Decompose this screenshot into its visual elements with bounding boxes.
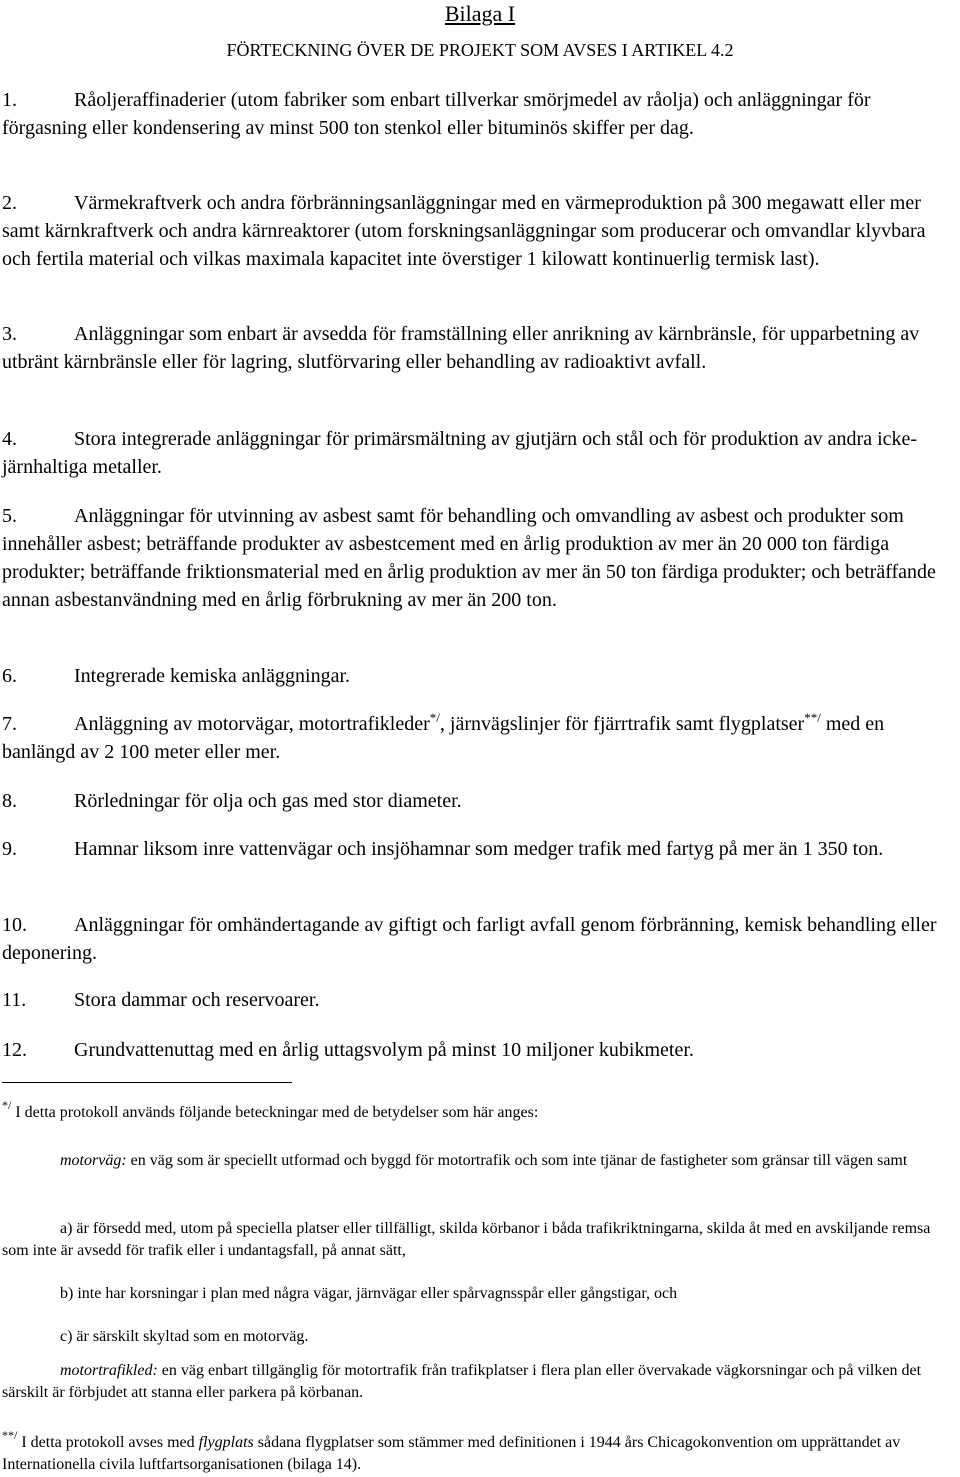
annex-title: Bilaga I (444, 1, 516, 26)
item-text: Rörledningar för olja och gas med stor diameter. (74, 790, 462, 812)
footnote-mark: **/ (2, 1428, 18, 1442)
footnote-text: I detta protokoll används följande beteckningar med de betydelser som här anges: (11, 1104, 539, 1121)
list-item (2, 835, 958, 863)
list-item (2, 911, 958, 967)
item-number: 5. (2, 505, 17, 527)
definition-text: en väg enbart tillgänglig för motortrafik från trafikplatser i flera plan eller övervakade vägkorsningar och på vilken det särskilt är förbjudet att stanna eller parkera på körbanan. (2, 1362, 922, 1401)
item-text: Stora dammar och reservoarer. (74, 989, 320, 1011)
definition-clause-a (2, 1218, 952, 1262)
footnote-ref: **/ (804, 710, 821, 725)
footnote-mark: */ (2, 1098, 12, 1112)
item-number: 4. (2, 428, 17, 450)
definition-clause-b (2, 1283, 952, 1305)
list-item (2, 86, 958, 142)
clause-text: c) är särskilt skyltad som en motorväg. (60, 1328, 309, 1345)
definition-motortrafikled (2, 1360, 952, 1404)
item-text-part: , järnvägslinjer för fjärrtrafik samt flygplatser (439, 713, 805, 735)
footnote-2 (2, 1428, 952, 1476)
item-text: Råoljeraffinaderier (utom fabriker som enbart tillverkar smörjmedel av råolja) och anläggningar för förgasning eller kondensering av minst 500 ton stenkol eller bituminös skiffer per dag. (2, 89, 871, 139)
list-item (2, 662, 958, 690)
item-number: 2. (2, 192, 17, 214)
item-number: 6. (2, 665, 17, 687)
list-item (2, 502, 958, 614)
definition-clause-c (2, 1326, 952, 1348)
list-item (2, 710, 958, 766)
item-text: Anläggningar för utvinning av asbest samt för behandling och omvandling av asbest och produkter som innehåller asbest; beträffande produkter av asbestcement med en årlig produktion av mer än 20 000 ton färdiga produkter; beträffande friktionsmaterial med en årlig produktion av mer än 50 ton färdiga produkter; och beträffande annan asbestanvändning med en årlig förbrukning av mer än 200 ton. (2, 505, 936, 611)
item-text: Anläggningar som enbart är avsedda för framställning eller anrikning av kärnbränsle, för upparbetning av utbränt kärnbränsle eller för lagring, slutförvaring eller behandling av radioaktivt avfall. (2, 323, 920, 373)
item-number: 9. (2, 838, 17, 860)
definition-text: en väg som är speciellt utformad och byggd för motortrafik och som inte tjänar de fastigheter som gränsar till vägen samt (126, 1152, 908, 1169)
item-text-part: med en banlängd av 2 100 meter eller mer. (2, 713, 885, 763)
footnote-1 (2, 1098, 952, 1124)
item-text: Stora integrerade anläggningar för primärsmältning av gjutjärn och stål och för produktion av andra icke-järnhaltiga metaller. (2, 428, 918, 478)
footnote-text: sådana flygplatser som stämmer med definitionen i 1944 års Chicagokonvention om upprättandet av Internationella civila luftfartsorganisationen (bilaga 14). (2, 1434, 901, 1473)
term: motorväg: (60, 1152, 127, 1169)
item-text: Integrerade kemiska anläggningar. (74, 665, 350, 687)
item-number: 10. (2, 914, 27, 936)
item-number: 11. (2, 989, 27, 1011)
item-text: Hamnar liksom inre vattenvägar och insjöhamnar som medger trafik med fartyg på mer än 1 350 ton. (74, 838, 884, 860)
item-number: 1. (2, 89, 17, 111)
list-item (2, 986, 958, 1014)
item-number: 8. (2, 790, 17, 812)
list-item (2, 189, 958, 273)
footnote-ref: */ (429, 710, 440, 725)
clause-text: a) är försedd med, utom på speciella platser eller tillfälligt, skilda körbanor i båda trafikriktningarna, skilda åt med en avskiljande remsa som inte är avsedd för trafik eller i undantagsfall, på annat sätt, (2, 1220, 931, 1259)
item-text: Grundvattenuttag med en årlig uttagsvolym på minst 10 miljoner kubikmeter. (74, 1039, 694, 1061)
item-text: Anläggningar för omhändertagande av giftigt och farligt avfall genom förbränning, kemisk behandling eller deponering. (2, 914, 937, 964)
list-item (2, 320, 958, 376)
term: motortrafikled: (60, 1362, 158, 1379)
item-number: 7. (2, 713, 17, 735)
item-text: Värmekraftverk och andra förbränningsanläggningar med en värmeproduktion på 300 megawatt eller mer samt kärnkraftverk och andra kärnreaktorer (utom forskningsanläggningar som producerar och omvandlar klyvbara och fertila material och vilkas maximala kapacitet inte överstiger 1 kilowatt kontinuerlig termisk last). (2, 192, 926, 270)
list-item (2, 425, 958, 481)
definition-motorvag (2, 1150, 952, 1172)
clause-text: b) inte har korsningar i plan med några vägar, järnvägar eller spårvagnsspår eller gångstigar, och (60, 1285, 678, 1302)
annex-subtitle: FÖRTECKNING ÖVER DE PROJEKT SOM AVSES I ARTIKEL 4.2 (226, 40, 734, 60)
footnote-divider (2, 1082, 292, 1083)
item-number: 12. (2, 1039, 27, 1061)
footnote-text: I detta protokoll avses med (17, 1434, 199, 1451)
list-item (2, 787, 958, 815)
item-number: 3. (2, 323, 17, 345)
list-item (2, 1036, 958, 1064)
item-text-part: Anläggning av motorvägar, motortrafikleder (74, 713, 430, 735)
term: flygplats (198, 1434, 254, 1451)
